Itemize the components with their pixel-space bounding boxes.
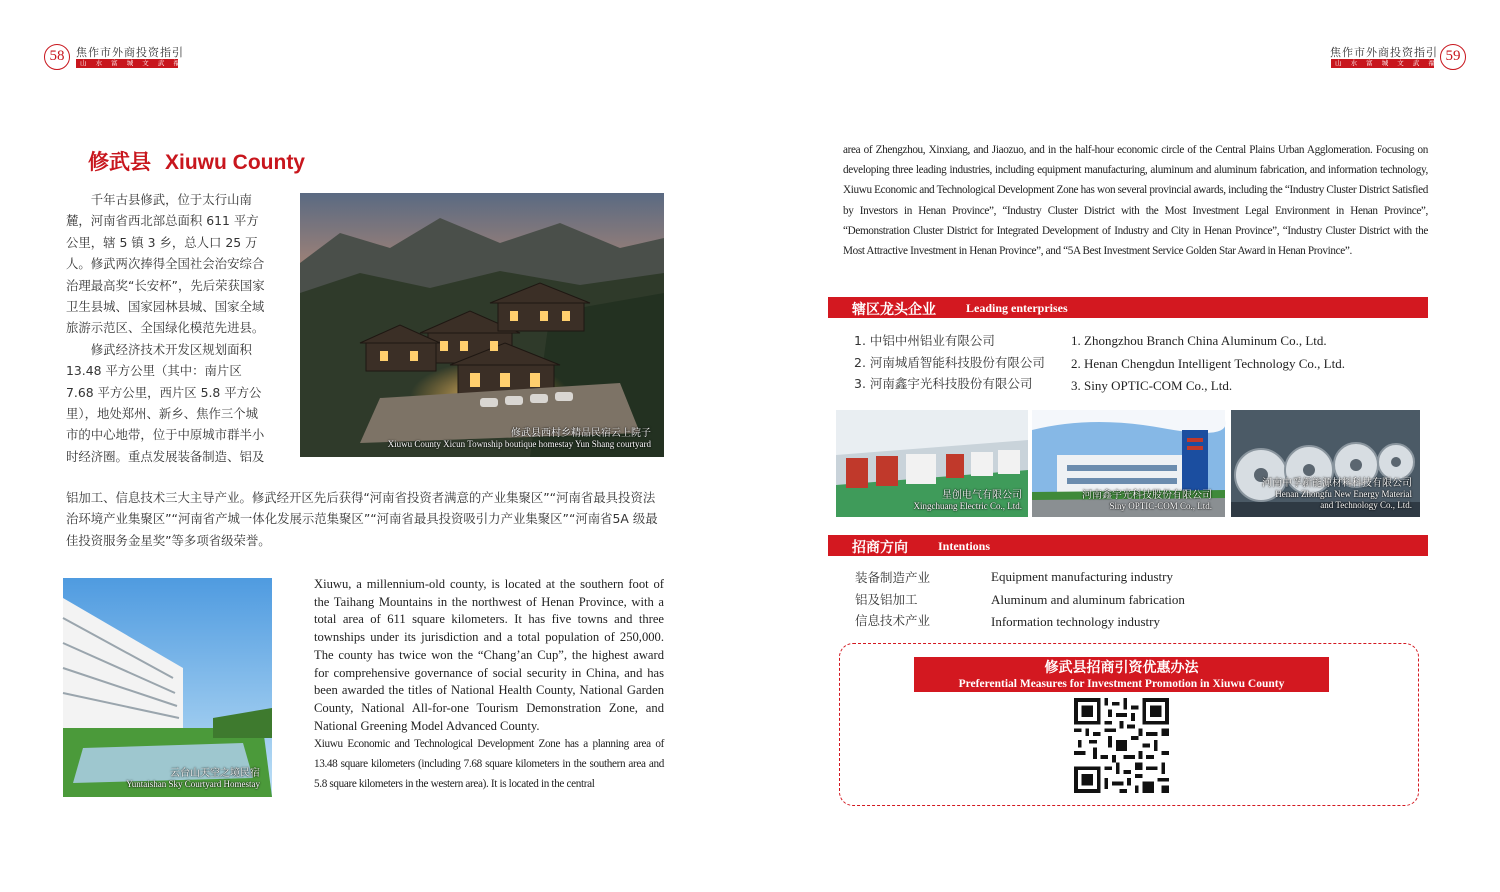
sky-courtyard-photo (63, 578, 272, 797)
list-item: 1. Zhongzhou Branch China Aluminum Co., Ltd. (1071, 333, 1327, 348)
zh-paragraph-2b: 铝加工、信息技术三大主导产业。修武经开区先后获得“河南省投资者满意的产业集聚区”“河南省最具投资法治环境产业集聚区”“河南省产城一体化发展示范集聚区”“河南省最具投资吸引力产业集聚区”“河南省5A 级最佳投资服务金星奖”等多项省级荣誉。 (66, 490, 658, 548)
intentions-list-en (991, 566, 1185, 634)
promo-title-en: Preferential Measures for Investment Promotion in Xiuwu County (958, 678, 1285, 690)
county-title-en: Xiuwu County (165, 151, 305, 174)
enterprise-photo-3 (1231, 410, 1420, 517)
enterprises-list-en (1071, 330, 1345, 398)
list-item: 信息技术产业 (855, 613, 931, 628)
enterprise-photo-3-caption (1262, 474, 1412, 511)
enterprise-photo-1 (836, 410, 1028, 517)
right-page-number: 59 (1440, 44, 1466, 70)
county-title-zh: 修武县 (88, 150, 151, 174)
promo-title-zh: 修武县招商引资优惠办法 (1044, 660, 1199, 676)
intentions-heading-en: Intentions (938, 539, 991, 553)
left-header-subtitle: 山 水 富 城 文 武 福 地 (76, 59, 178, 68)
left-page-number: 58 (44, 44, 70, 70)
homestay-illustration (300, 193, 664, 457)
qr-code-icon[interactable] (1074, 698, 1169, 793)
intentions-section-bar (828, 535, 1428, 556)
enterprises-section-bar (828, 297, 1428, 318)
caption-en: Henan Zhongfu New Energy Material and Technology Co., Ltd. (1275, 489, 1412, 510)
list-item: Information technology industry (991, 614, 1160, 629)
enterprise-photo-2 (1032, 410, 1225, 517)
en-paragraph-3: area of Zhengzhou, Xinxiang, and Jiaozuo, and in the half-hour economic circle of the Central Plains Urban Agglomeration. Focusing on developing three leading industries, including equipment manufacturing, aluminum and aluminum fabrication, and information technology, Xiuwu Economic and Technological Development Zone has won several provincial awards, including the “Industry Cluster District Satisfied by Investors in Henan Province”, “Industry Cluster District with the Most Investment Legal Environment in Henan Province”, “Demonstration Cluster District for Integrated Development of Industry and City in Henan Province”, “Industry Cluster District with the Most Attractive Investment in Henan Province”, and “5A Best Investment Service Golden Star Award in Henan Province”. (843, 144, 1428, 258)
enterprises-heading-zh: 辖区龙头企业 (852, 302, 936, 318)
list-item: 2. Henan Chengdun Intelligent Technology Co., Ltd. (1071, 355, 1345, 371)
county-title (88, 146, 305, 176)
intentions-list-zh (855, 567, 930, 632)
sky-courtyard-caption (126, 764, 260, 789)
enterprises-list-zh (854, 330, 1045, 395)
list-item: 1. 中铝中州铝业有限公司 (854, 333, 995, 348)
caption-zh: 河南鑫宇光科技股份有限公司 (1082, 490, 1212, 501)
zh-paragraph-2a: 修武经济技术开发区规划面积 13.48 平方公里（其中：南片区 7.68 平方公里，西片区 5.8 平方公里），地处郑州、新乡、焦作三个城市的中心地带，位于中原城市群半小时经济圈。重点发展装备制造、铝及 (66, 341, 265, 464)
list-item: 3. Siny OPTIC-COM Co., Ltd. (1071, 378, 1233, 393)
zh-continuation (66, 487, 664, 551)
en-paragraph-2: Xiuwu Economic and Technological Development Zone has a planning area of 13.48 square kilometers (including 7.68 square kilometers in the southern area and 5.8 square kilometers in the western area). It is located in the central (314, 738, 664, 791)
zh-paragraph-1: 千年古县修武，位于太行山南麓，河南省西北部总面积 611 平方公里，辖 5 镇 3 乡，总人口 25 万人。修武两次捧得全国社会治安综合治理最高奖“长安杯”，先后荣获国家卫生县城、国家园林县城、国家全域旅游示范区、全国绿化模范先进县。 (66, 192, 265, 336)
zh-intro-column (66, 189, 267, 467)
homestay-caption-zh: 修武县西村乡精品民宿云上院子 (511, 428, 651, 439)
sky-courtyard-caption-en: Yuntaishan Sky Courtyard Homestay (126, 779, 260, 789)
list-item: 2. 河南城盾智能科技股份有限公司 (854, 354, 1045, 370)
homestay-photo (300, 193, 664, 457)
left-header-title: 焦作市外商投资指引 (76, 46, 184, 59)
caption-zh: 星创电气有限公司 (942, 490, 1022, 501)
list-item: 铝及铝加工 (855, 591, 918, 607)
list-item: Aluminum and aluminum fabrication (991, 591, 1185, 607)
intentions-heading-zh: 招商方向 (852, 540, 908, 556)
list-item: Equipment manufacturing industry (991, 569, 1173, 584)
en-paragraph-1: Xiuwu, a millennium-old county, is located at the southern foot of the Taihang Mountains in the northwest of Henan Province, with a total area of 611 square kilometers. It has five towns and three townships under its jurisdiction and a total population of 250,000. The county has twice won the “Chang’an Cup”, the highest award for comprehensive governance of social security in China, and has been awarded the titles of National Health County, National Garden County, National All-for-one Tourism Demonstration Zone, and National Greening Model Advanced County. (314, 577, 664, 733)
list-item: 3. 河南鑫宇光科技股份有限公司 (854, 376, 1033, 391)
enterprise-photo-1-caption (914, 486, 1022, 511)
right-header-subtitle: 山 水 富 城 文 武 福 地 (1331, 59, 1434, 68)
caption-en: Siny OPTIC-COM Co., Ltd. (1109, 501, 1212, 511)
homestay-caption-en: Xiuwu County Xicun Township boutique homestay Yun Shang courtyard (387, 439, 651, 449)
sky-courtyard-caption-zh: 云台山天空之境民宿 (170, 768, 260, 779)
caption-en: Xingchuang Electric Co., Ltd. (913, 501, 1022, 511)
promo-banner (914, 657, 1329, 692)
enterprise-photo-2-caption (1082, 486, 1212, 511)
enterprises-heading-en: Leading enterprises (966, 301, 1068, 315)
homestay-caption (388, 424, 651, 449)
right-header-title: 焦作市外商投资指引 (1330, 46, 1438, 59)
list-item: 装备制造产业 (855, 570, 931, 585)
caption-zh: 河南中孚新能源材料科技有限公司 (1262, 478, 1412, 489)
